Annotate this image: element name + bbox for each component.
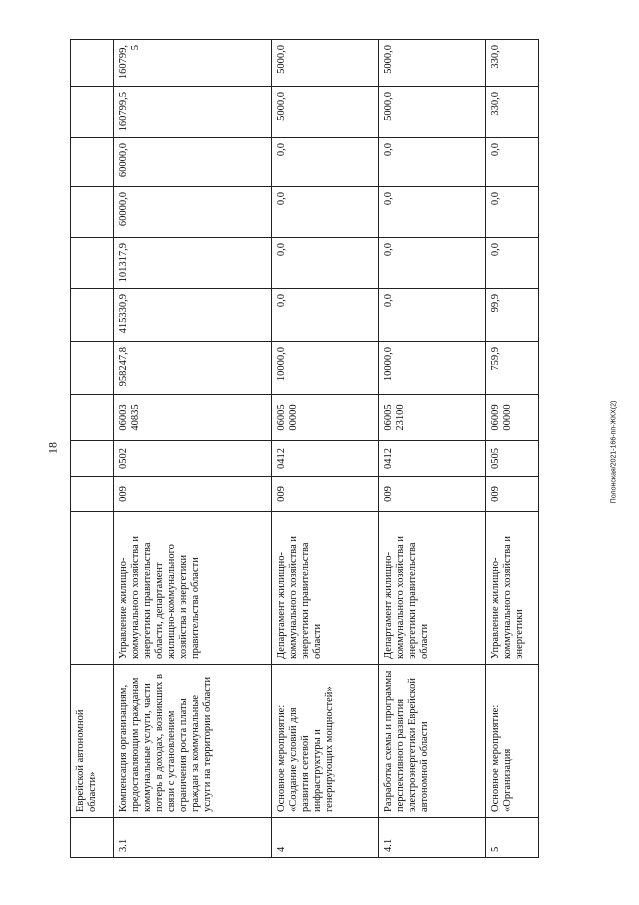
cell-responsible: Департамент жилищно-коммунального хозяйства и энергетики правительства области (379, 512, 486, 665)
table-row (71, 40, 114, 858)
cell-responsible: Управление жилищно-коммунального хозяйства и энергетики правительства области, департамент жилищно-коммунального хозяйства и энергетики правительства области (114, 512, 272, 665)
cell-grbs: 009 (486, 477, 539, 512)
cell-value-3: 0,0 (272, 238, 379, 289)
cell-number (71, 818, 114, 858)
cell-value-1: 759,9 (486, 342, 539, 395)
cell-name: Основное мероприятие: «Создание условий для развития сетевой инфраструктуры и генерирующих мощностей» (272, 665, 379, 818)
cell-value-6 (71, 87, 114, 138)
cell-value-1: 10000,0 (272, 342, 379, 395)
cell-value-7: 5000,0 (272, 40, 379, 87)
budget-table (70, 39, 539, 858)
cell-csr: 06009 00000 (486, 395, 539, 441)
cell-value-3: 0,0 (486, 238, 539, 289)
cell-csr (71, 395, 114, 441)
cell-value-6: 5000,0 (379, 87, 486, 138)
cell-value-2: 99,9 (486, 289, 539, 342)
cell-value-5: 0,0 (272, 138, 379, 187)
cell-value-3: 101317,9 (114, 238, 272, 289)
cell-rzpr: 0412 (272, 441, 379, 477)
table-row (379, 40, 486, 858)
table-row (114, 40, 272, 858)
table-row (272, 40, 379, 858)
cell-value-5: 0,0 (379, 138, 486, 187)
cell-grbs: 009 (379, 477, 486, 512)
cell-csr: 06005 23100 (379, 395, 486, 441)
budget-table-container (70, 40, 605, 858)
cell-value-1: 958247,8 (114, 342, 272, 395)
cell-value-4: 0,0 (486, 187, 539, 238)
cell-name: Компенсация организациям, предоставляющим гражданам коммунальные услуги, части потерь в доходах, возникших в связи с установлением ограничения роста платы граждан за коммунальные услуги на территории области (114, 665, 272, 818)
cell-value-7 (71, 40, 114, 87)
cell-value-5: 60000,0 (114, 138, 272, 187)
cell-value-1: 10000,0 (379, 342, 486, 395)
cell-name: Основное мероприятие: «Организация (486, 665, 539, 818)
cell-number: 5 (486, 818, 539, 858)
cell-rzpr: 0412 (379, 441, 486, 477)
cell-name: Еврейской автономной области» (71, 665, 114, 818)
cell-value-2 (71, 289, 114, 342)
cell-value-4: 0,0 (379, 187, 486, 238)
cell-value-6: 5000,0 (272, 87, 379, 138)
cell-value-3: 0,0 (379, 238, 486, 289)
cell-responsible (71, 512, 114, 665)
document-code: Полонская/2021-166-пп-ЖКХ(2) (610, 400, 618, 504)
cell-value-5 (71, 138, 114, 187)
cell-number: 3.1 (114, 818, 272, 858)
cell-responsible: Департамент жилищно-коммунального хозяйства и энергетики правительства области (272, 512, 379, 665)
cell-value-7: 330,0 (486, 40, 539, 87)
cell-grbs: 009 (272, 477, 379, 512)
cell-grbs: 009 (114, 477, 272, 512)
cell-value-1 (71, 342, 114, 395)
cell-value-5: 0,0 (486, 138, 539, 187)
cell-number: 4.1 (379, 818, 486, 858)
cell-csr: 06003 40835 (114, 395, 272, 441)
cell-value-2: 0,0 (379, 289, 486, 342)
cell-value-6: 160799,5 (114, 87, 272, 138)
cell-value-6: 330,0 (486, 87, 539, 138)
cell-value-3 (71, 238, 114, 289)
cell-value-4 (71, 187, 114, 238)
cell-value-7: 160799,5 (114, 40, 272, 87)
cell-grbs (71, 477, 114, 512)
cell-rzpr: 0505 (486, 441, 539, 477)
cell-rzpr: 0502 (114, 441, 272, 477)
cell-rzpr (71, 441, 114, 477)
cell-value-4: 60000,0 (114, 187, 272, 238)
cell-csr: 06005 00000 (272, 395, 379, 441)
cell-value-7: 5000,0 (379, 40, 486, 87)
cell-value-4: 0,0 (272, 187, 379, 238)
cell-number: 4 (272, 818, 379, 858)
cell-responsible: Управление жилищно-коммунального хозяйства и энергетики (486, 512, 539, 665)
cell-value-2: 415330,9 (114, 289, 272, 342)
cell-value-2: 0,0 (272, 289, 379, 342)
table-row (486, 40, 539, 858)
cell-name: Разработка схемы и программы перспективного развития электроэнергетики Еврейской автономной области (379, 665, 486, 818)
page-number: 18 (45, 442, 60, 454)
